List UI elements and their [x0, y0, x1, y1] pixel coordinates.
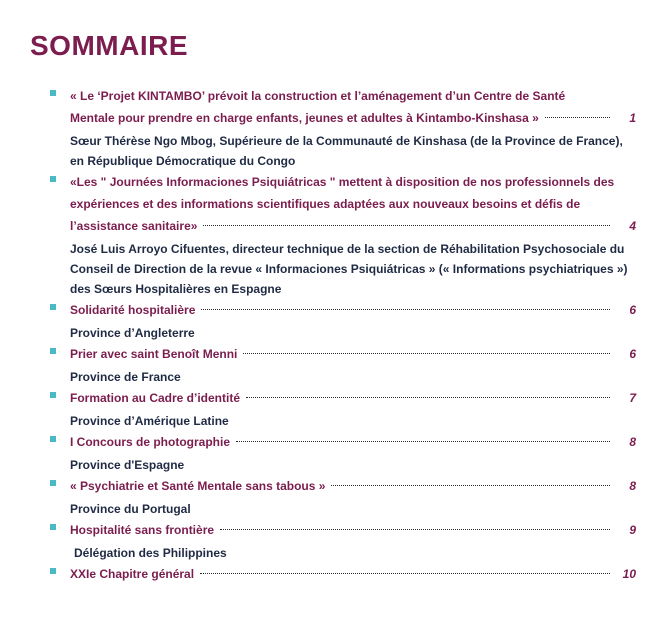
toc-entry-title-line: l’assistance sanitaire»: [70, 219, 198, 233]
dot-leader: [545, 117, 610, 118]
bullet-icon: [50, 436, 56, 442]
toc-entry-title: [70, 431, 636, 453]
dot-leader: [201, 309, 610, 310]
bullet-icon: [50, 176, 56, 182]
toc-entry-province: Province du Portugal: [70, 502, 191, 516]
toc-entry-author: José Luis Arroyo Cifuentes, directeur technique de la section de Réhabilitation Psychosociale du Conseil de Direction de la revue « Informaciones Psiquiátricas » (« Informations psychiatriques ») des Sœurs Hospitalières en Espagne: [70, 242, 628, 296]
dot-leader: [243, 353, 610, 354]
toc-entry-title-line: «Les " Journées Informaciones Psiquiátricas " mettent à disposition de nos professionnels des: [70, 175, 615, 189]
toc-entry[interactable]: [0, 343, 666, 387]
dot-leader: [236, 441, 610, 442]
toc-entry[interactable]: [0, 299, 666, 343]
bullet-icon: [50, 348, 56, 354]
toc-entry-title-tail: [70, 107, 636, 129]
toc-entry-title: [70, 387, 636, 409]
page-title: SOMMAIRE: [30, 30, 188, 61]
table-of-contents: [0, 85, 666, 585]
toc-entry-title-tail: [70, 519, 636, 541]
page-number: 4: [629, 219, 636, 233]
toc-entry-title: [70, 343, 636, 365]
dot-leader: [220, 529, 610, 530]
page-number: 9: [629, 523, 636, 537]
bullet-icon: [50, 568, 56, 574]
toc-entry-title-tail: [70, 299, 636, 321]
toc-entry-title-tail: [70, 431, 636, 453]
toc-entry-title-line: expériences et des informations scientifiques adaptées aux nouveaux besoins et défis de: [70, 197, 581, 211]
toc-entry[interactable]: [0, 85, 666, 171]
toc-entry-title-line: Formation au Cadre d’identité: [70, 391, 241, 405]
dot-leader: [246, 397, 610, 398]
toc-entry-province: Province d'Espagne: [70, 458, 185, 472]
toc-entry-title: [70, 171, 636, 237]
toc-entry-title-line: « Psychiatrie et Santé Mentale sans tabous »: [70, 479, 326, 493]
page-number: 8: [629, 479, 636, 493]
toc-entry[interactable]: [0, 563, 666, 585]
toc-entry[interactable]: [0, 475, 666, 519]
toc-entry-title: [70, 475, 636, 497]
toc-entry-title: [70, 563, 636, 585]
toc-entry-title-line: I Concours de photographie: [70, 435, 231, 449]
page-number: 8: [629, 435, 636, 449]
toc-entry-title: [70, 85, 636, 129]
page-number: 6: [629, 303, 636, 317]
toc-entry-title-line: Solidarité hospitalière: [70, 303, 196, 317]
toc-entry-title-line: Mentale pour prendre en charge enfants, jeunes et adultes à Kintambo-Kinshasa »: [70, 111, 539, 125]
toc-entry-province: Province d’Amérique Latine: [70, 414, 229, 428]
toc-entry-title-tail: [70, 563, 636, 585]
toc-entry[interactable]: [0, 431, 666, 475]
bullet-icon: [50, 480, 56, 486]
toc-entry-title-tail: [70, 387, 636, 409]
dot-leader: [331, 485, 610, 486]
toc-entry-title-tail: [70, 215, 636, 237]
toc-entry-title-line: Hospitalité sans frontière: [70, 523, 215, 537]
dot-leader: [200, 573, 610, 574]
toc-entry-title-line: Prier avec saint Benoît Menni: [70, 347, 238, 361]
toc-entry-title-line: « Le ‘Projet KINTAMBO’ prévoit la construction et l’aménagement d’un Centre de Santé: [70, 89, 566, 103]
toc-entry[interactable]: [0, 387, 666, 431]
page-number: 7: [629, 391, 636, 405]
toc-entry-title-tail: [70, 475, 636, 497]
toc-entry[interactable]: [0, 519, 666, 563]
toc-entry-title-tail: [70, 343, 636, 365]
page-number: 10: [622, 567, 636, 581]
toc-entry-province: Province de France: [70, 370, 181, 384]
toc-entry-author: Sœur Thérèse Ngo Mbog, Supérieure de la Communauté de Kinshasa (de la Province de France), en République Démocratique du Congo: [70, 134, 623, 168]
toc-entry-title: [70, 299, 636, 321]
toc-entry[interactable]: [0, 171, 666, 299]
bullet-icon: [50, 304, 56, 310]
toc-entry-title: [70, 519, 636, 541]
toc-entry-province: Délégation des Philippines: [74, 546, 227, 560]
bullet-icon: [50, 524, 56, 530]
bullet-icon: [50, 90, 56, 96]
toc-entry-province: Province d’Angleterre: [70, 326, 195, 340]
page-number: 6: [629, 347, 636, 361]
toc-entry-title-line: XXIe Chapitre général: [70, 567, 195, 581]
bullet-icon: [50, 392, 56, 398]
page-number: 1: [629, 111, 636, 125]
dot-leader: [203, 225, 610, 226]
